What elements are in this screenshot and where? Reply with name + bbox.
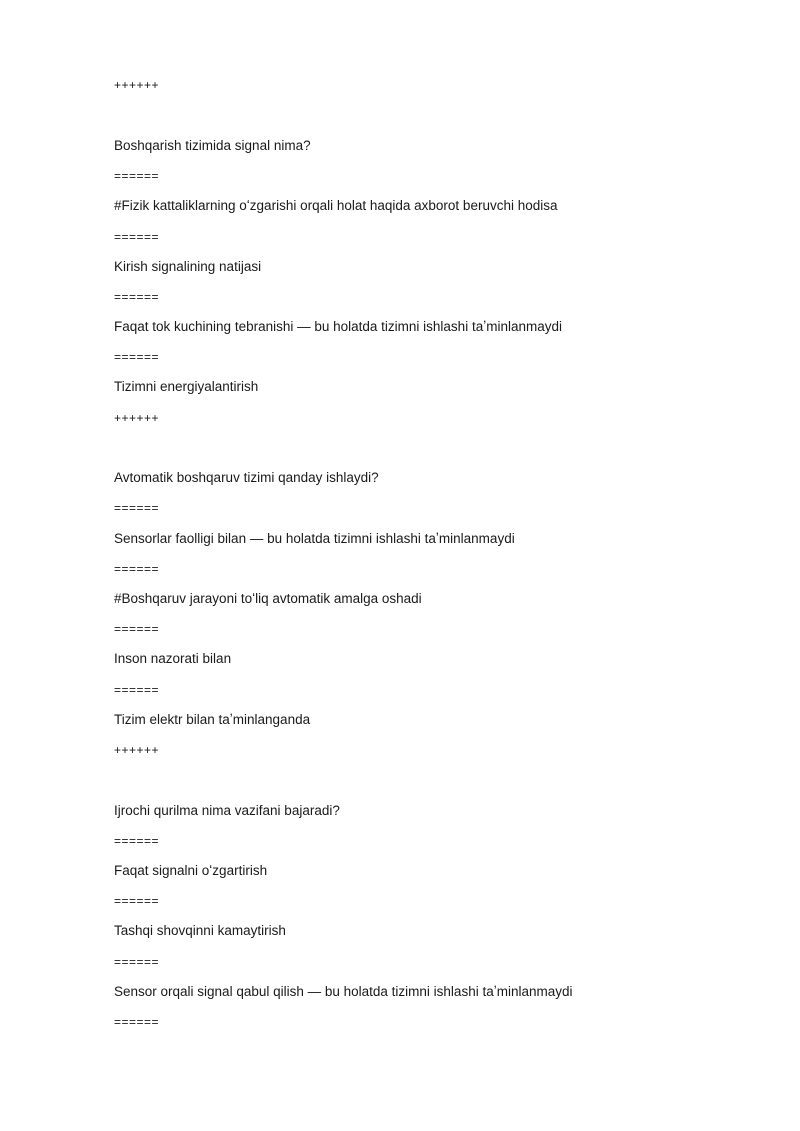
separator-equal: ====== (114, 834, 160, 848)
separator-equal: ====== (114, 169, 160, 183)
question-text: Avtomatik boshqaruv tizimi qanday ishlaydi? (114, 470, 379, 485)
separator-equal: ====== (114, 290, 160, 304)
separator-equal: ====== (114, 562, 160, 576)
answer-option: Tizimni energiyalantirish (114, 379, 259, 394)
separator-equal: ====== (114, 501, 160, 515)
question-text: Boshqarish tizimida signal nima? (114, 138, 311, 153)
answer-option: Tashqi shovqinni kamaytirish (114, 923, 286, 938)
separator-plus: ++++++ (114, 411, 160, 425)
answer-option: Sensorlar faolligi bilan — bu holatda tizimni ishlashi taʼminlanmaydi (114, 531, 515, 546)
answer-option: #Boshqaruv jarayoni toʻliq avtomatik amalga oshadi (114, 591, 422, 606)
separator-equal: ====== (114, 350, 160, 364)
separator-equal: ====== (114, 894, 160, 908)
separator-equal: ====== (114, 622, 160, 636)
answer-option: Tizim elektr bilan taʼminlanganda (114, 712, 311, 727)
answer-option: #Fizik kattaliklarning oʻzgarishi orqali holat haqida axborot beruvchi hodisa (114, 198, 558, 213)
question-text: Ijrochi qurilma nima vazifani bajaradi? (114, 803, 340, 818)
separator-plus: ++++++ (114, 78, 160, 92)
separator-equal: ====== (114, 1015, 160, 1029)
answer-option: Sensor orqali signal qabul qilish — bu holatda tizimni ishlashi taʼminlanmaydi (114, 984, 573, 999)
separator-plus: ++++++ (114, 743, 160, 757)
answer-option: Kirish signalining natijasi (114, 259, 262, 274)
answer-option: Faqat tok kuchining tebranishi — bu holatda tizimni ishlashi taʼminlanmaydi (114, 319, 562, 334)
separator-equal: ====== (114, 230, 160, 244)
separator-equal: ====== (114, 955, 160, 969)
answer-option: Faqat signalni oʻzgartirish (114, 863, 268, 878)
answer-option: Inson nazorati bilan (114, 651, 232, 666)
separator-equal: ====== (114, 683, 160, 697)
